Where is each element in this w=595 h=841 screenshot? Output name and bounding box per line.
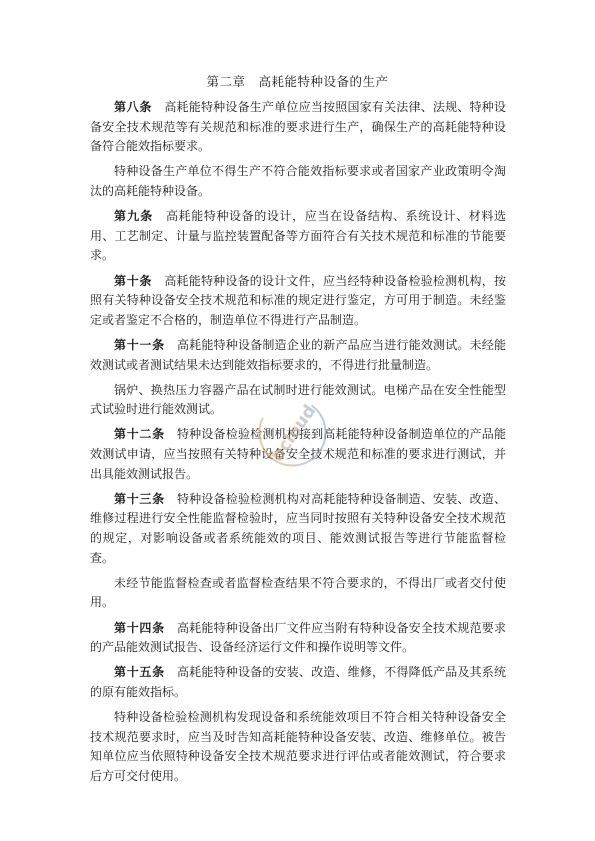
paragraph-text: 高耗能特种设备制造企业的新产品应当进行能效测试。未经能效测试或者测试结果未达到能效指标要求的，不得进行批量制造。 xyxy=(90,337,506,372)
paragraph xyxy=(90,162,506,201)
article-number: 第十一条 xyxy=(114,337,165,352)
paragraph xyxy=(90,708,506,786)
article-number: 第九条 xyxy=(114,209,154,224)
paragraph xyxy=(90,490,506,568)
paragraph xyxy=(90,663,506,702)
paragraph xyxy=(90,336,506,375)
article-number: 第十条 xyxy=(114,273,153,288)
paragraph-text: 锅炉、换热压力容器产品在试制时进行能效测试。电梯产品在安全性能型式试验时进行能效测试。 xyxy=(90,382,506,417)
paragraph xyxy=(90,98,506,157)
paragraph-text: 高耗能特种设备的设计文件，应当经特种设备检验检测机构，按照有关特种设备安全技术规范和标准的规定进行鉴定，方可用于制造。未经鉴定或者鉴定不合格的，制造单位不得进行产品制造。 xyxy=(90,273,506,327)
paragraph-text: 未经节能监督检查或者监督检查结果不符合要求的，不得出厂或者交付使用。 xyxy=(90,575,506,610)
article-number: 第八条 xyxy=(114,100,153,114)
paragraph-text: 高耗能特种设备生产单位应当按照国家有关法律、法规、特种设备安全技术规范等有关规范和标准的要求进行生产，确保生产的高耗能特种设备符合能效指标要求。 xyxy=(90,100,506,154)
document-body xyxy=(90,98,506,792)
article-number: 第十二条 xyxy=(114,427,165,442)
paragraph xyxy=(90,272,506,331)
paragraph xyxy=(90,207,506,266)
svg-text:bcloud: bcloud xyxy=(267,401,321,466)
paragraph-text: 特种设备生产单位不得生产不符合能效指标要求或者国家产业政策明令淘汰的高耗能特种设备。 xyxy=(90,164,506,198)
paragraph xyxy=(90,619,506,658)
chapter-title: 第二章 高耗能特种设备的生产 xyxy=(206,74,389,89)
article-number: 第十四条 xyxy=(114,620,165,635)
paragraph-text: 高耗能特种设备的设计，应当在设备结构、系统设计、材料选用、工艺制定、计量与监控装置配备等方面符合有关技术规范和标准的节能要求。 xyxy=(90,209,506,263)
paragraph-text: 高耗能特种设备出厂文件应当附有特种设备安全技术规范要求的产品能效测试报告、设备经济运行文件和操作说明等文件。 xyxy=(90,620,506,655)
paragraph-text: 特种设备检验检测机构发现设备和系统能效项目不符合相关特种设备安全技术规范要求时，应当及时告知高耗能特种设备安装、改造、维修单位。被告知单位应当依照特种设备安全技术规范要求进行评估或者能效测试，符合要求后方可交付使用。 xyxy=(90,710,506,783)
paragraph-text: 特种设备检验检测机构对高耗能特种设备制造、安装、改造、维修过程进行安全性能监督检验时，应当同时按照有关特种设备安全技术规范的规定，对影响设备或者系统能效的项目、能效测试报告等进行节能监督检查。 xyxy=(90,491,506,565)
article-number: 第十三条 xyxy=(114,491,165,506)
paragraph-text: 高耗能特种设备的安装、改造、维修，不得降低产品及其系统的原有能效指标。 xyxy=(90,665,506,699)
paragraph xyxy=(90,381,506,420)
paragraph xyxy=(90,574,506,613)
paragraph xyxy=(90,425,506,484)
paragraph-text: 特种设备检验检测机构接到高耗能特种设备制造单位的产品能效测试申请，应当按照有关特种设备安全技术规范和标准的要求进行测试，并出具能效测试报告。 xyxy=(90,427,506,481)
article-number: 第十五条 xyxy=(114,665,165,680)
